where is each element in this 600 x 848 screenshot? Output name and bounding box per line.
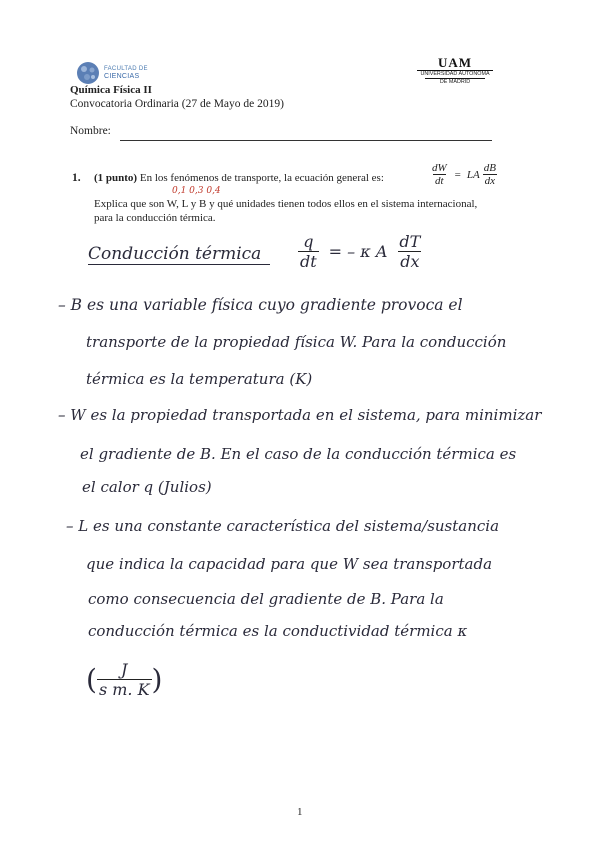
answer-line-4: – W es la propiedad transportada en el sistema, para minimizar	[58, 406, 542, 424]
uam-logo-mark: UAM	[437, 55, 473, 70]
answer-units: ( $\frac{J}{\text{s m. K}}$ )	[86, 660, 163, 699]
eq-den-dx: dx	[484, 175, 496, 187]
exam-subtitle: Convocatoria Ordinaria (27 de Mayo de 2019)	[70, 98, 284, 110]
answer-line-3: térmica es la temperatura (K)	[86, 370, 313, 388]
uam-logo	[413, 56, 497, 90]
uam-logo-line1: UNIVERSIDAD AUTONOMA	[420, 71, 490, 77]
answer-eq-rhs: = – κ A	[328, 242, 388, 261]
question-line2: Explica que son W, L y B y qué unidades tienen todos ellos en el sistema internacional,	[94, 198, 478, 210]
answer-eq-den-dt: dt	[300, 252, 317, 271]
grade-marks: 0,1 0,3 0,4	[172, 186, 221, 196]
answer-line-2: transporte de la propiedad física W. Para la conducción	[86, 333, 507, 351]
question-points: (1 punto)	[94, 172, 138, 184]
answer-eq-num-dt: dT	[399, 232, 421, 251]
faculty-logo	[76, 60, 156, 86]
faculty-logo-line2: CIENCIAS	[104, 73, 140, 80]
uam-logo-line2: DE MADRID	[425, 78, 485, 86]
answer-equation	[298, 232, 422, 271]
page-number: 1	[297, 806, 303, 818]
answer-eq-den-dx: dx	[400, 252, 420, 271]
question-line3: para la conducción térmica.	[94, 212, 216, 224]
answer-eq-num-q: q	[303, 232, 314, 251]
answer-heading: Conducción térmica	[88, 244, 270, 265]
faculty-logo-line1: FACULTAD DE	[104, 66, 148, 72]
eq-num-db: dB	[483, 162, 496, 174]
course-title: Química Física II	[70, 84, 152, 96]
eq-coef: LA	[466, 168, 480, 181]
answer-line-8: que indica la capacidad para que W sea transportada	[86, 555, 493, 573]
answer-line-6: el calor q (Julios)	[82, 478, 212, 496]
answer-line-1: – B es una variable física cuyo gradiente provoca el	[58, 296, 463, 314]
answer-line-9: como consecuencia del gradiente de B. Para la	[88, 590, 444, 608]
name-field[interactable]	[120, 140, 492, 141]
eq-equals: =	[454, 168, 461, 181]
faculty-globe-icon	[76, 61, 100, 85]
answer-line-5: el gradiente de B. En el caso de la conducción térmica es	[80, 445, 517, 463]
question-equation	[430, 162, 498, 187]
answer-units-den: s m. K	[98, 680, 150, 699]
answer-line-7: – L es una constante característica del sistema/sustancia	[66, 517, 500, 535]
question-intro: En los fenómenos de transporte, la ecuación general es:	[139, 172, 384, 184]
question-number: 1.	[72, 172, 81, 184]
answer-units-num: J	[121, 660, 128, 679]
question-line1	[94, 172, 384, 184]
eq-den-dt: dt	[435, 175, 444, 187]
eq-num-dw: dW	[432, 162, 447, 174]
name-label: Nombre:	[70, 125, 111, 137]
answer-line-10: conducción térmica es la conductividad térmica κ	[88, 622, 468, 640]
